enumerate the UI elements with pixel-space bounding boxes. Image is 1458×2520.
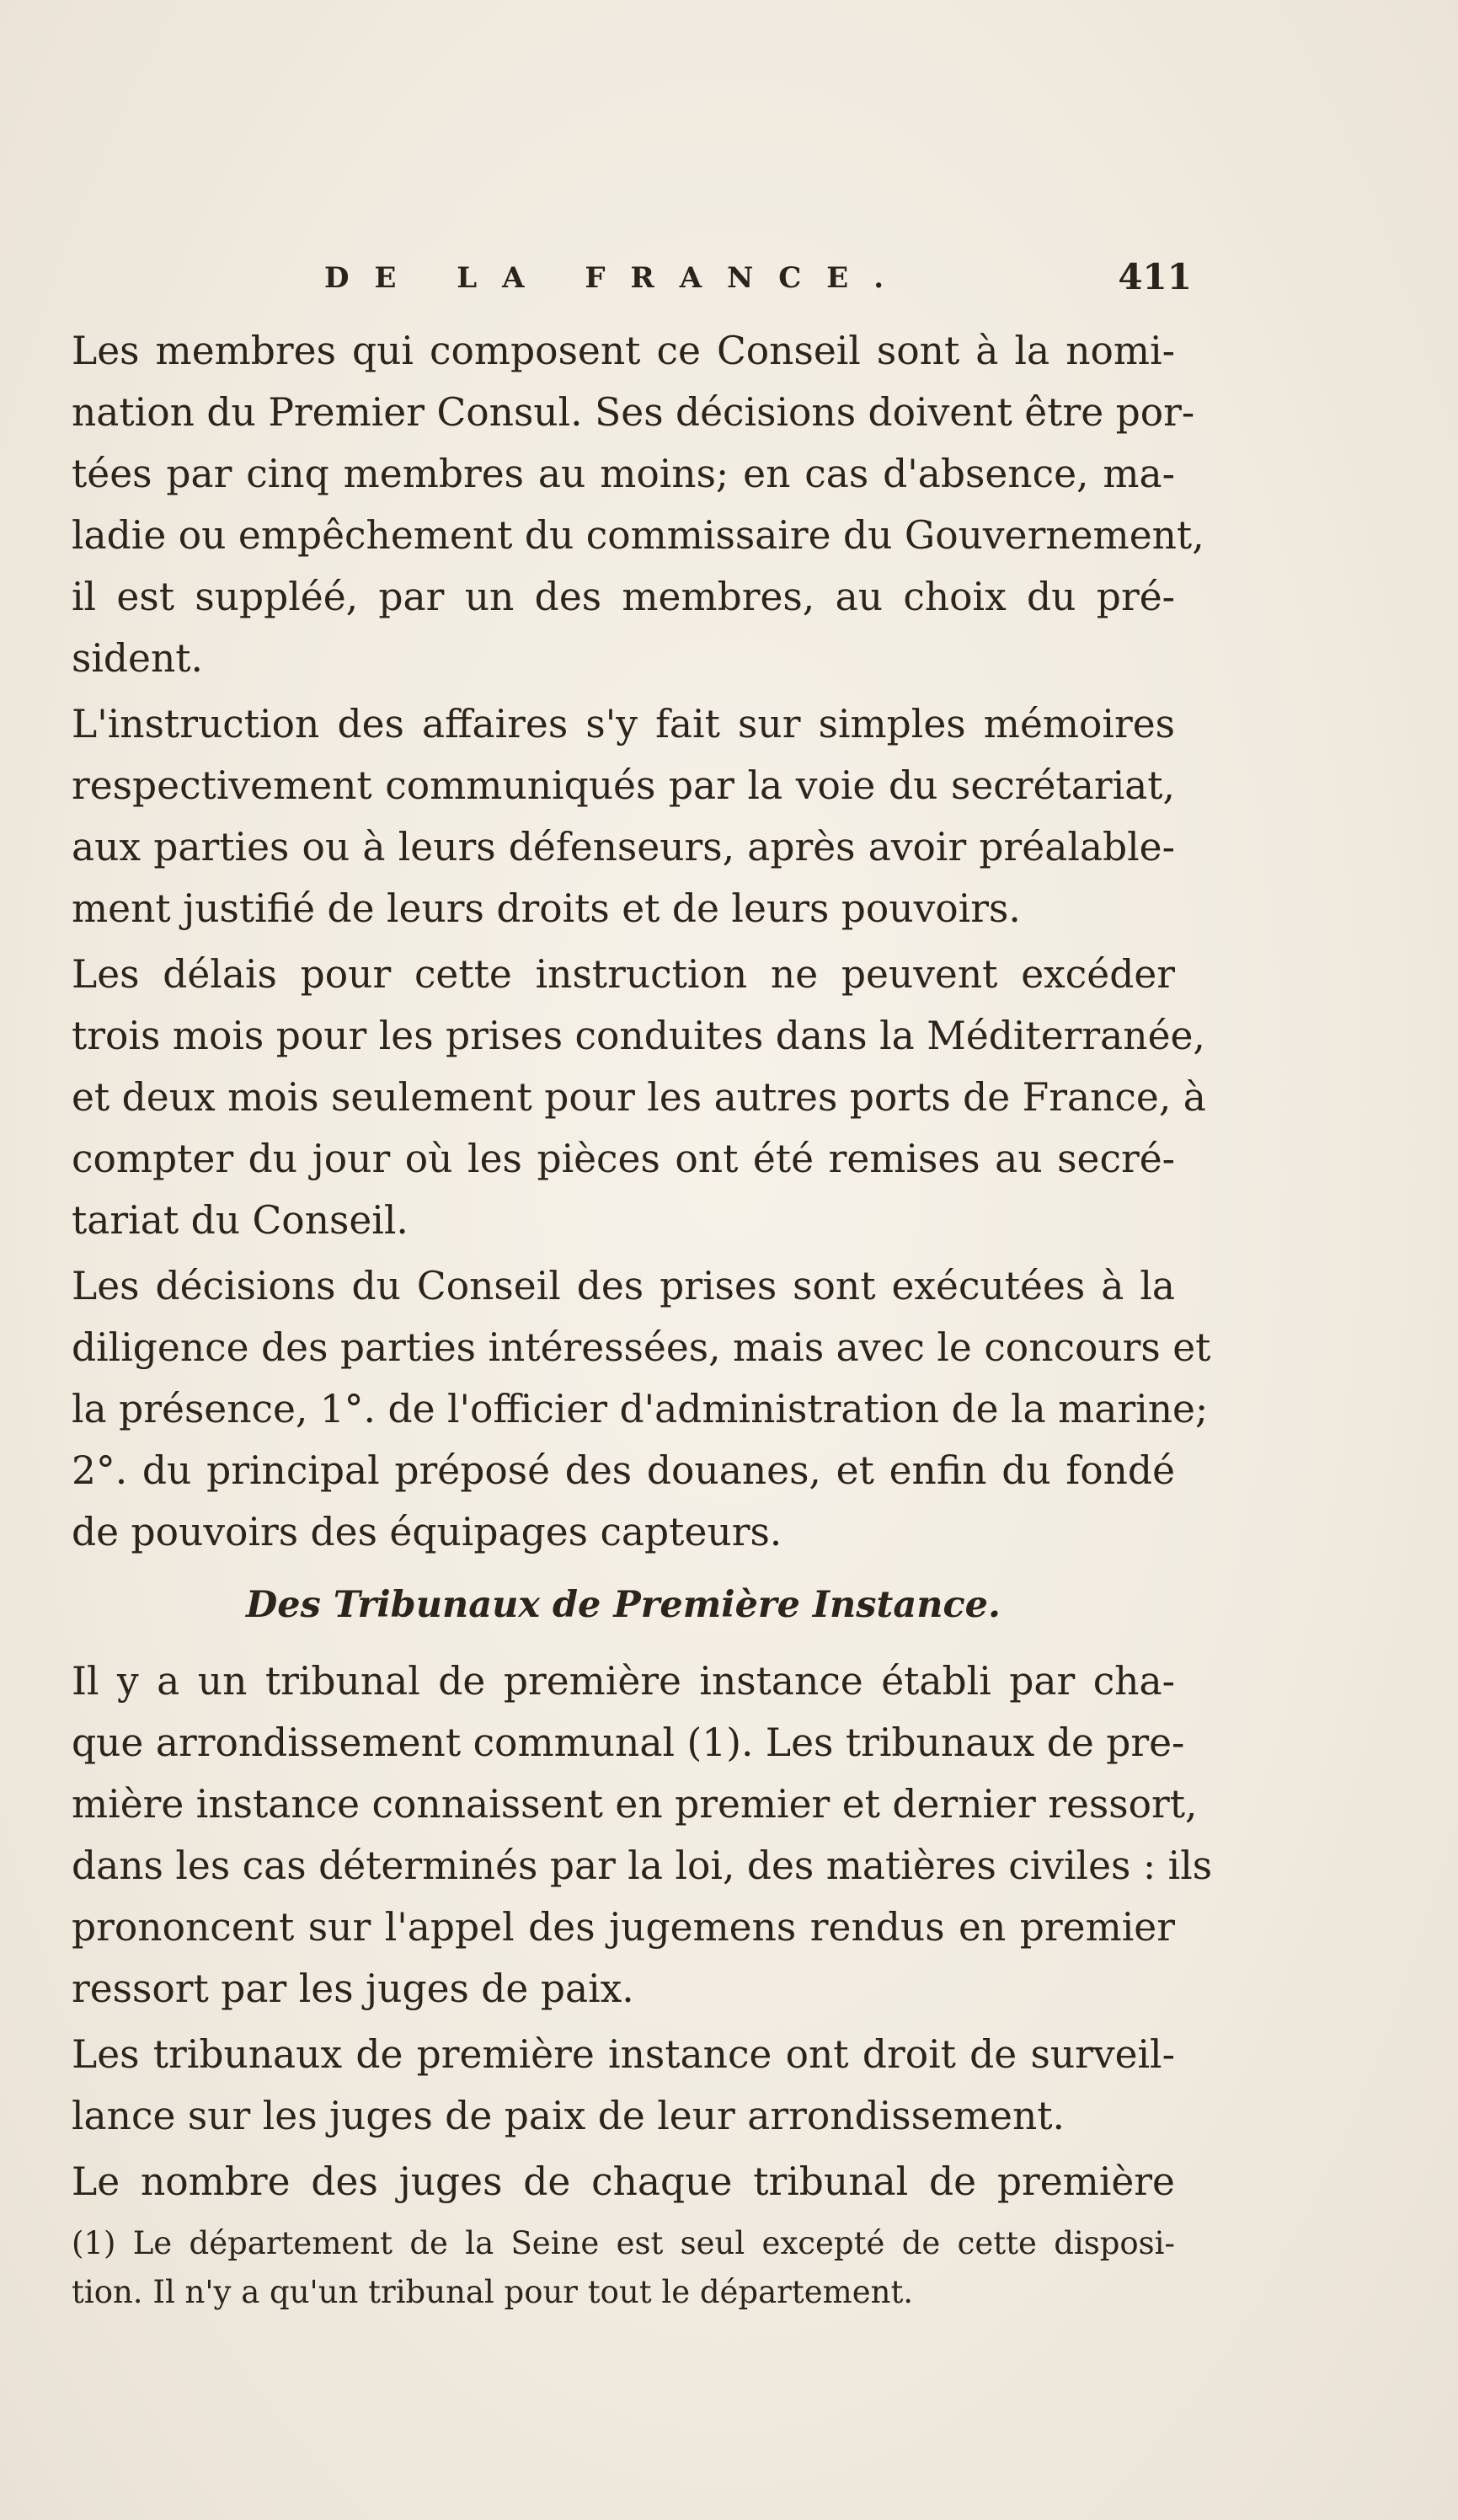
text-line: la présence, 1°. de l'officier d'administration de la marine; [72, 1387, 1209, 1431]
text-line: de pouvoirs des équipages capteurs. [72, 1510, 782, 1554]
text-line: Les membres qui composent ce Conseil sont à la nomi- [72, 329, 1175, 373]
paragraph [72, 2151, 1175, 2212]
paragraph [72, 2024, 1175, 2147]
text-line: Les décisions du Conseil des prises sont exécutées à la [72, 1264, 1175, 1308]
text-line: que arrondissement communal (1). Les tribunaux de pre- [72, 1720, 1185, 1765]
text-line: nation du Premier Consul. Ses décisions doivent être por- [72, 390, 1195, 435]
text-line: lance sur les juges de paix de leur arrondissement. [72, 2094, 1065, 2138]
text-line: tariat du Conseil. [72, 1198, 409, 1243]
running-head [72, 244, 1192, 320]
text-line: 2°. du principal préposé des douanes, et enfin du fondé [72, 1448, 1175, 1493]
text-line: compter du jour où les pièces ont été remises au secré- [72, 1137, 1175, 1181]
text-line: il est suppléé, par un des membres, au choix du pré- [72, 575, 1175, 619]
running-title: DE LA FRANCE. [324, 261, 910, 295]
text-line: trois mois pour les prises conduites dans la Méditerranée, [72, 1014, 1205, 1058]
text-line: Il y a un tribunal de première instance établi par cha- [72, 1659, 1175, 1704]
text-line: Les tribunaux de première instance ont droit de surveil- [72, 2032, 1175, 2077]
text-line: respectivement communiqués par la voie du secrétariat, [72, 763, 1175, 808]
text-line: L'instruction des affaires s'y fait sur simples mémoires [72, 702, 1175, 746]
paragraph [72, 693, 1175, 939]
footnote-line: (1) Le département de la Seine est seul excepté de cette disposi- [72, 2225, 1175, 2261]
text-line: ladie ou empêchement du commissaire du Gouvernement, [72, 513, 1204, 558]
text-line: ressort par les juges de paix. [72, 1966, 634, 2011]
paragraph [72, 1255, 1211, 1563]
text-line: diligence des parties intéressées, mais avec le concours et [72, 1325, 1211, 1370]
section-heading: Des Tribunaux de Première Instance. [245, 1584, 1001, 1626]
paragraph [72, 1651, 1213, 2020]
text-line: et deux mois seulement pour les autres ports de France, à [72, 1075, 1206, 1120]
text-line: Le nombre des juges de chaque tribunal de première [72, 2159, 1175, 2204]
paragraph [72, 320, 1204, 689]
footnote [72, 2219, 1175, 2317]
text-line: Les délais pour cette instruction ne peuvent excéder [72, 952, 1175, 997]
text-line: tées par cinq membres au moins; en cas d'absence, ma- [72, 452, 1175, 496]
text-line: ment justifié de leurs droits et de leurs pouvoirs. [72, 886, 1021, 931]
text-line: aux parties ou à leurs défenseurs, après avoir préalable- [72, 825, 1175, 869]
page-number: 411 [1118, 256, 1192, 297]
text-block [72, 244, 1213, 2317]
text-line: dans les cas déterminés par la loi, des matières civiles : ils [72, 1843, 1213, 1888]
text-line: sident. [72, 636, 204, 681]
text-line: prononcent sur l'appel des jugemens rendus en premier [72, 1905, 1175, 1950]
text-line: mière instance connaissent en premier et dernier ressort, [72, 1782, 1198, 1827]
footnote-line: tion. Il n'y a qu'un tribunal pour tout le département. [72, 2274, 914, 2310]
paragraph [72, 944, 1206, 1251]
